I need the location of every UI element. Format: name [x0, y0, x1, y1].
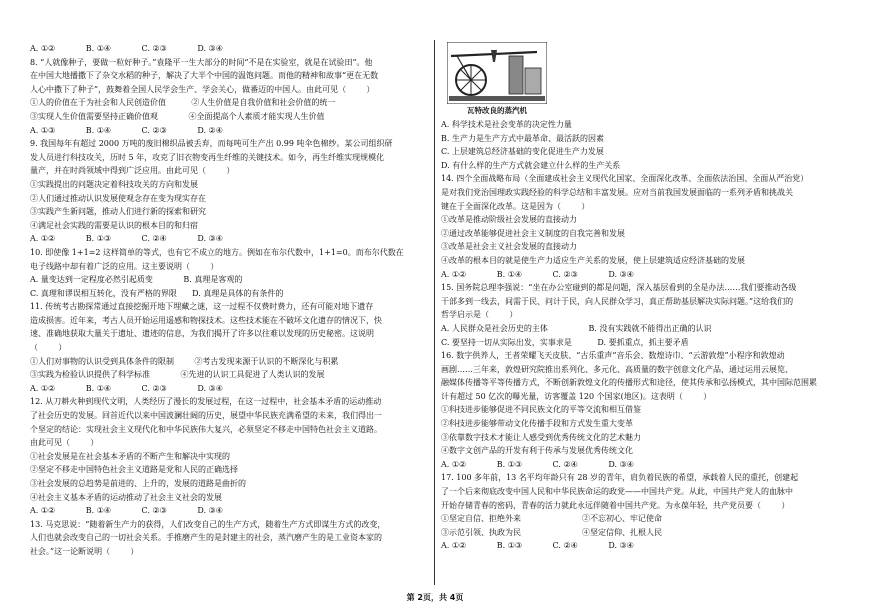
text-line: ③实现人生价值需要坚持正确价值观 ④全面提高个人素质才能实现人生价值: [30, 111, 325, 121]
text-line: C. 上层建筑总经济基础的变化促进生产力发展: [441, 147, 604, 157]
text-line: ②坚定不移走中国特色社会主义道路是党和人民的正确选择: [30, 465, 238, 475]
text-line: ④改革的根本目的就是使生产力适应生产关系的发展，使上层建筑适应经济基础的发展: [441, 255, 745, 265]
text-line: A. ①② B. ①③ C. ②④ D. ③④: [441, 459, 634, 469]
text-line: D. 有什么样的生产方式就会建立什么样的生产关系: [441, 160, 621, 170]
text-line: 键在于全面深化改革。这是因为（ ）: [441, 201, 590, 211]
text-line: 哲学启示是（ ）: [441, 310, 518, 320]
text-line: 11. 传统考古勘探常通过直接挖掘开地下埋藏之谜，这一过程不仅费时费力，还有可能对地下遗存: [30, 302, 374, 312]
text-line: A. ①② B. ①④ C. ②③ D. ③④: [30, 44, 223, 53]
text-line: 15. 国务院总理李强说：“坐在办公室碰到的都是问题，深入基层看到的全是办法……我们要推动各级: [441, 283, 797, 293]
text-line: ④满足社会实践的需要是认识的根本目的和归宿: [30, 220, 198, 230]
text-line: 造成损害。近年来，考古人员开始运用遥感和物探技术。这些技术能在不破坏文化遗存的情况下，快: [30, 315, 382, 325]
text-line: ④社会主义基本矛盾的运动推动了社会主义社会的发展: [30, 492, 222, 502]
text-line: 了社会历史的发展。回首近代以来中国波澜壮阔的历史，展望中华民族充满希望的未来，我们得出一: [30, 411, 382, 421]
text-line: A. ①② B. ①④ C. ②③ D. ③④: [441, 269, 634, 279]
steam-engine-figure: [447, 42, 547, 116]
figure-caption: 瓦特改良的蒸汽机: [467, 106, 527, 115]
text-line: 人心中撒下了种子”，鼓舞着全国人民学会生产、学会关心，做番迈的中国人。由此可见（ ）: [30, 84, 375, 94]
text-line: A. 人民群众是社会历史的主体 B. 没有实践就不能得出正确的认识: [441, 323, 712, 333]
text-line: ①坚定自信、拒绝外来 ②不忘初心、牢记使命: [441, 514, 663, 524]
text-line: 个坚定的结论：实现社会主义现代化和中华民族伟大复兴，必须坚定不移走中国特色社会主义道路。: [30, 424, 382, 434]
text-line: 电子线路中却有着广泛的应用。这主要说明（ ）: [30, 261, 219, 271]
text-line: （ ）: [30, 343, 67, 353]
text-line: A. 量变达到一定程度必然引起质变 B. 真理是客观的: [30, 275, 243, 285]
text-line: 14. 四个全面战略布局（全面建成社会主义现代化国家、全面深化改革、全面依法治国、全面从严治党）: [441, 174, 809, 184]
text-line: ①人们对事物的认识受到具体条件的限制 ②考古发现来源于认识的不断深化与积累: [30, 356, 339, 366]
text-line: 13. 马克思说：“随着新生产力的获得，人们改变自己的生产方式，随着生产方式即谋生方式的改变，: [30, 519, 386, 529]
right-column-text: [441, 118, 845, 553]
column-divider: [434, 40, 435, 585]
text-line: ③依靠数字技术才能让人感受到优秀传统文化的艺术魅力: [441, 432, 641, 442]
text-line: B. 生产力是生产方式中最革命、最活跃的因素: [441, 133, 604, 143]
text-line: 12. 从刀耕火种到现代文明，人类经历了漫长的发展过程，在这一过程中，社会基本矛盾的运动推动: [30, 397, 382, 407]
text-line: 开始存储青春的密码，青春的活力就此永远伴随着中国共产党。为永葆年轻，共产党员要（ ）: [441, 500, 790, 510]
text-line: 速、准确地获取大量关于遗址、遗迹的信息，为我们揭开了许多以往难以发现的历史秘密。这说明: [30, 329, 374, 339]
text-line: 量产，并在时尚领域中得到广泛应用。由此可见（ ）: [30, 166, 235, 176]
text-line: 16. 数字供养人，王者荣耀飞天皮肤、“古乐重声”音乐会、数煌诗巾、“云游敦煌”小程序和敦煌动: [441, 351, 785, 361]
text-line: 计有超过 50 亿次的曝光量，访客覆盖 120 个国家(地区)。这表明（ ）: [441, 391, 712, 401]
text-line: ②人们通过推动认识发展使观念存在变为现实存在: [30, 193, 206, 203]
page-footer: 第 2页，共 4页: [406, 593, 464, 602]
text-line: C. 要坚持一切从实际出发，实事求是 D. 要抓重点，抓主要矛盾: [441, 337, 689, 347]
text-line: 10. 即使像 1+1=2 这样简单的等式，也有它不成立的地方。例如在布尔代数中，1+1=0。而布尔代数在: [30, 247, 404, 257]
text-line: ①科技进步能够促进不同民族文化的平等交流和相互借鉴: [441, 405, 641, 415]
text-line: 是对我们党治国理政实践经验的科学总结和丰富发展。应对当前我国发展面临的一系列矛盾和挑战关: [441, 187, 793, 197]
text-line: ①社会发展是在社会基本矛盾的不断产生和解决中实现的: [30, 451, 230, 461]
text-line: 人们也就会改变自己的一切社会关系。手推磨产生的是封建主的社会，蒸汽磨产生的是工业资本家的: [30, 533, 382, 543]
text-line: 社会。”这一论断说明（ ）: [30, 546, 139, 556]
text-line: A. ①② B. ①④ C. ②③ D. ③④: [30, 506, 223, 516]
text-line: 干部多到一线去，间需于民、问计于民，向人民群众学习，真正帮助基层解决实际问题。”这给我们的: [441, 296, 794, 306]
text-line: ①实践提出的问题决定着科技攻关的方向和发展: [30, 179, 198, 189]
text-line: 画剧……三年来，敦煌研究院推出系列化、多元化、高质量的数字创意文化产品，通过运用云展览、: [441, 364, 793, 374]
text-line: 9. 我国每年有超过 2000 万吨的废旧棉织品被丢弃，而每吨可生产出 0.99 吨伞色棉纱。某公司组织研: [30, 139, 393, 149]
text-line: 融媒体传播等平等传播方式，不断创新敦煌文化的传播形式和途径，使其传承和弘扬模式，其中国际范围累: [441, 378, 817, 388]
text-line: ④数字文创产品的开发有利于传承与发展优秀传统文化: [441, 446, 633, 456]
text-line: A. ①② B. ①③ C. ②④ D. ③④: [30, 234, 223, 244]
text-line: ③社会发展的总趋势是前进的、上升的，发展的道路是曲折的: [30, 479, 246, 488]
text-line: 17. 100 多年前，13 名平均年龄只有 28 岁的青年，肩负着民族的希望，承载着人民的重托，创建起: [441, 473, 799, 483]
text-line: A. 科学技术是社会变革的决定性力量: [441, 120, 572, 129]
text-line: ②通过改革能够促进社会主义制度的自我完善和发展: [441, 228, 625, 238]
text-line: A. ①② B. ①③ C. ②④ D. ③④: [441, 541, 634, 551]
text-line: 发人员进行科技攻关，历时 5 年，攻克了旧衣物变再生纤维的关键技术。如今，再生纤维实现规模化: [30, 152, 385, 162]
text-line: A. ①③ B. ①④ C. ②③ D. ②④: [30, 125, 223, 135]
text-line: A. ①② B. ①④ C. ②③ D. ③④: [30, 383, 223, 393]
text-line: ③改革是社会主义社会发展的直接动力: [441, 242, 577, 252]
text-line: 由此可见（ ）: [30, 438, 99, 448]
text-line: ①改革是推动阶级社会发展的直接动力: [441, 215, 577, 225]
text-line: 在中国大地播撒下了杂交水稻的种子，解决了大半个中国的温饱问题。而他的精神和故事“更在无数: [30, 71, 379, 81]
text-line: 8. “人就像种子，要做一粒好种子。”袁隆平一生大部分的时间“不是在实验室，就是在试验田”。他: [30, 57, 373, 67]
text-line: ③实践产生新问题，推动人们进行新的探索和研究: [30, 207, 206, 217]
text-line: C. 真理和谬误相互转化，没有严格的界限 D. 真理是具体的有条件的: [30, 288, 284, 298]
text-line: ③实践为检验认识提供了科学标准 ④先进的认识工具促进了人类认识的发展: [30, 370, 325, 380]
text-line: ①人的价值在于为社会和人民创造价值 ②人生价值是自我价值和社会价值的统一: [30, 98, 336, 108]
text-line: ②科技进步能够带动文化传播手段和方式发生重大变革: [441, 419, 633, 429]
left-column: [30, 42, 428, 559]
text-line: ③示范引领、执政为民 ④坚定信仰、扎根人民: [441, 527, 663, 537]
steam-engine-illustration: [447, 42, 547, 104]
text-line: 了一个后来彻底改变中国人民和中华民族命运的政党——中国共产党。从此，中国共产党人的血脉中: [441, 487, 793, 497]
right-column: [441, 42, 845, 553]
